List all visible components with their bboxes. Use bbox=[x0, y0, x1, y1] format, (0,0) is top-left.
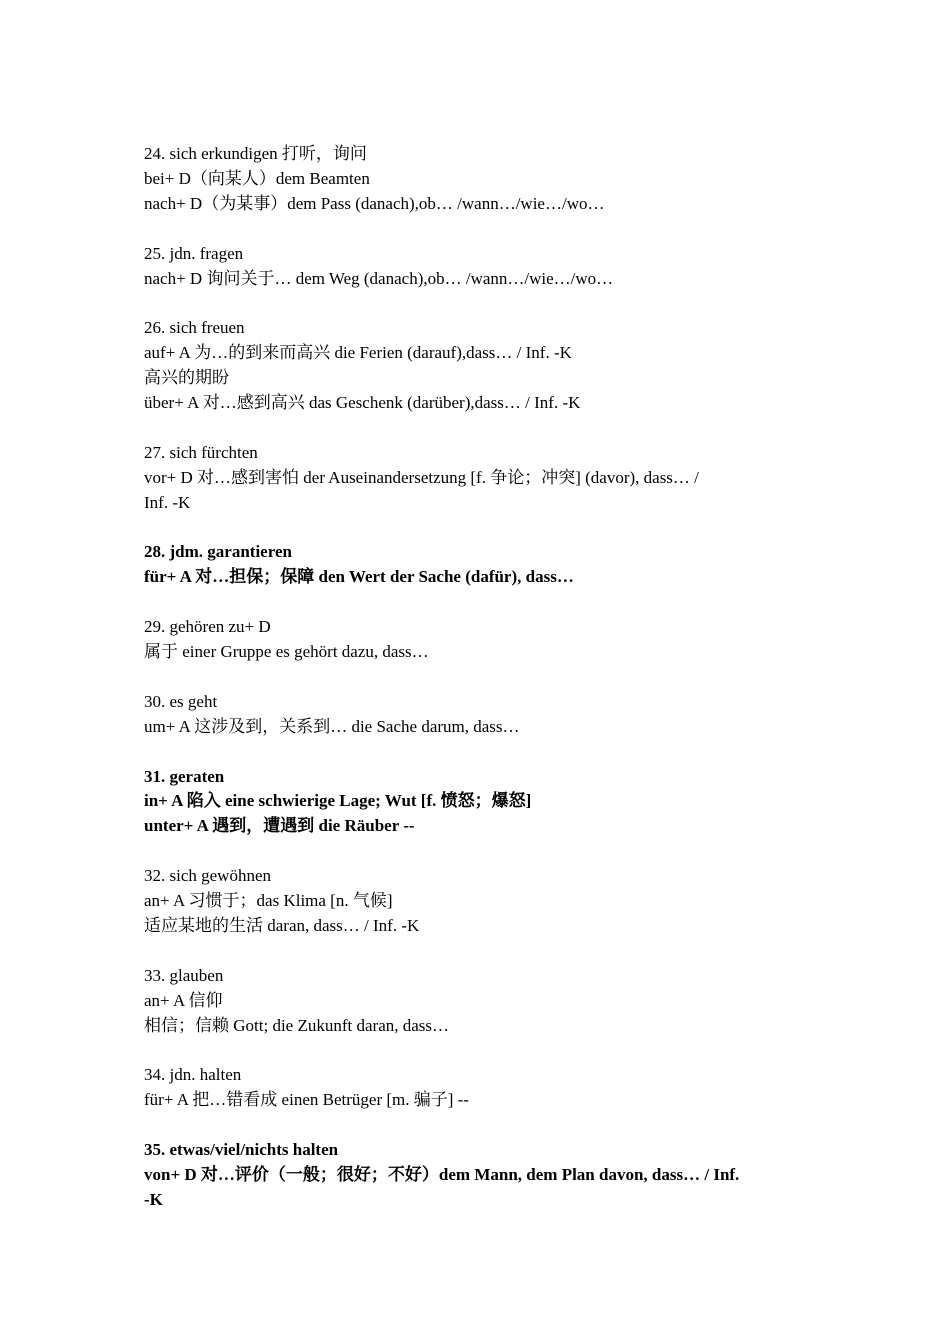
vocab-entry bbox=[144, 765, 814, 840]
vocab-entry bbox=[144, 242, 814, 292]
entry-heading: 29. gehören zu+ D bbox=[144, 617, 271, 637]
entry-spacer bbox=[144, 217, 814, 242]
entry-line: um+ A 这涉及到，关系到… die Sache darum, dass… bbox=[144, 716, 520, 736]
entry-heading: 24. sich erkundigen 打听，询问 bbox=[144, 144, 367, 163]
entry-heading: 30. es geht bbox=[144, 691, 218, 711]
entry-spacer bbox=[144, 1038, 814, 1063]
entry-heading: 34. jdn. halten bbox=[144, 1065, 242, 1085]
vocab-entry bbox=[144, 690, 814, 740]
entry-line: bei+ D（向某人）dem Beamten bbox=[144, 168, 370, 188]
entry-line: an+ A 信仰 bbox=[144, 990, 223, 1010]
entry-spacer bbox=[144, 291, 814, 316]
entry-line: nach+ D 询问关于… dem Weg (danach),ob… /wann…/wie…/wo… bbox=[144, 268, 614, 288]
entry-line: -K bbox=[144, 1189, 163, 1209]
entry-line: für+ A 把…错看成 einen Betrüger [m. 骗子] -- bbox=[144, 1090, 469, 1110]
entry-line: nach+ D（为某事）dem Pass (danach),ob… /wann…/wie…/wo… bbox=[144, 193, 605, 213]
vocab-entry bbox=[144, 142, 814, 217]
entry-spacer bbox=[144, 665, 814, 690]
document-page bbox=[144, 142, 814, 1213]
vocab-entry bbox=[144, 1138, 814, 1213]
entry-line: 高兴的期盼 bbox=[144, 368, 229, 388]
entry-spacer bbox=[144, 939, 814, 964]
entry-line: über+ A 对…感到高兴 das Geschenk (darüber),dass… / Inf. -K bbox=[144, 393, 581, 413]
entry-heading: 26. sich freuen bbox=[144, 318, 245, 338]
vocab-entry bbox=[144, 540, 814, 590]
vocab-entry bbox=[144, 1063, 814, 1113]
entry-spacer bbox=[144, 416, 814, 441]
entry-heading: 31. geraten bbox=[144, 766, 225, 786]
entry-heading: 35. etwas/viel/nichts halten bbox=[144, 1140, 339, 1160]
entry-line: Inf. -K bbox=[144, 492, 191, 512]
vocab-entry bbox=[144, 615, 814, 665]
entry-line: 属于 einer Gruppe es gehört dazu, dass… bbox=[144, 642, 429, 662]
entry-line: 相信；信赖 Gott; die Zukunft daran, dass… bbox=[144, 1015, 450, 1035]
entry-spacer bbox=[144, 516, 814, 541]
vocab-entry bbox=[144, 441, 814, 516]
vocab-entry bbox=[144, 864, 814, 939]
entry-spacer bbox=[144, 839, 814, 864]
vocab-entry bbox=[144, 316, 814, 416]
entry-spacer bbox=[144, 740, 814, 765]
entry-line: in+ A 陷入 eine schwierige Lage; Wut [f. 愤怒；爆怒] bbox=[144, 791, 532, 811]
entry-line: auf+ A 为…的到来而高兴 die Ferien (darauf),dass… / Inf. -K bbox=[144, 343, 572, 363]
entry-heading: 27. sich fürchten bbox=[144, 442, 258, 462]
entry-heading: 33. glauben bbox=[144, 965, 224, 985]
entry-line: von+ D 对…评价（一般；很好；不好）dem Mann, dem Plan davon, dass… / Inf. bbox=[144, 1164, 740, 1184]
entry-spacer bbox=[144, 590, 814, 615]
entry-line: unter+ A 遇到，遭遇到 die Räuber -- bbox=[144, 816, 415, 836]
entry-line: 适应某地的生活 daran, dass… / Inf. -K bbox=[144, 915, 420, 935]
entry-line: für+ A 对…担保；保障 den Wert der Sache (dafür), dass… bbox=[144, 567, 574, 587]
entry-heading: 25. jdn. fragen bbox=[144, 243, 244, 263]
entry-line: vor+ D 对…感到害怕 der Auseinandersetzung [f. 争论；冲突] (davor), dass… / bbox=[144, 467, 699, 487]
entry-heading: 32. sich gewöhnen bbox=[144, 866, 272, 886]
vocab-entry bbox=[144, 964, 814, 1039]
entry-heading: 28. jdm. garantieren bbox=[144, 542, 292, 562]
entry-spacer bbox=[144, 1113, 814, 1138]
entry-line: an+ A 习惯于；das Klima [n. 气候] bbox=[144, 891, 393, 911]
